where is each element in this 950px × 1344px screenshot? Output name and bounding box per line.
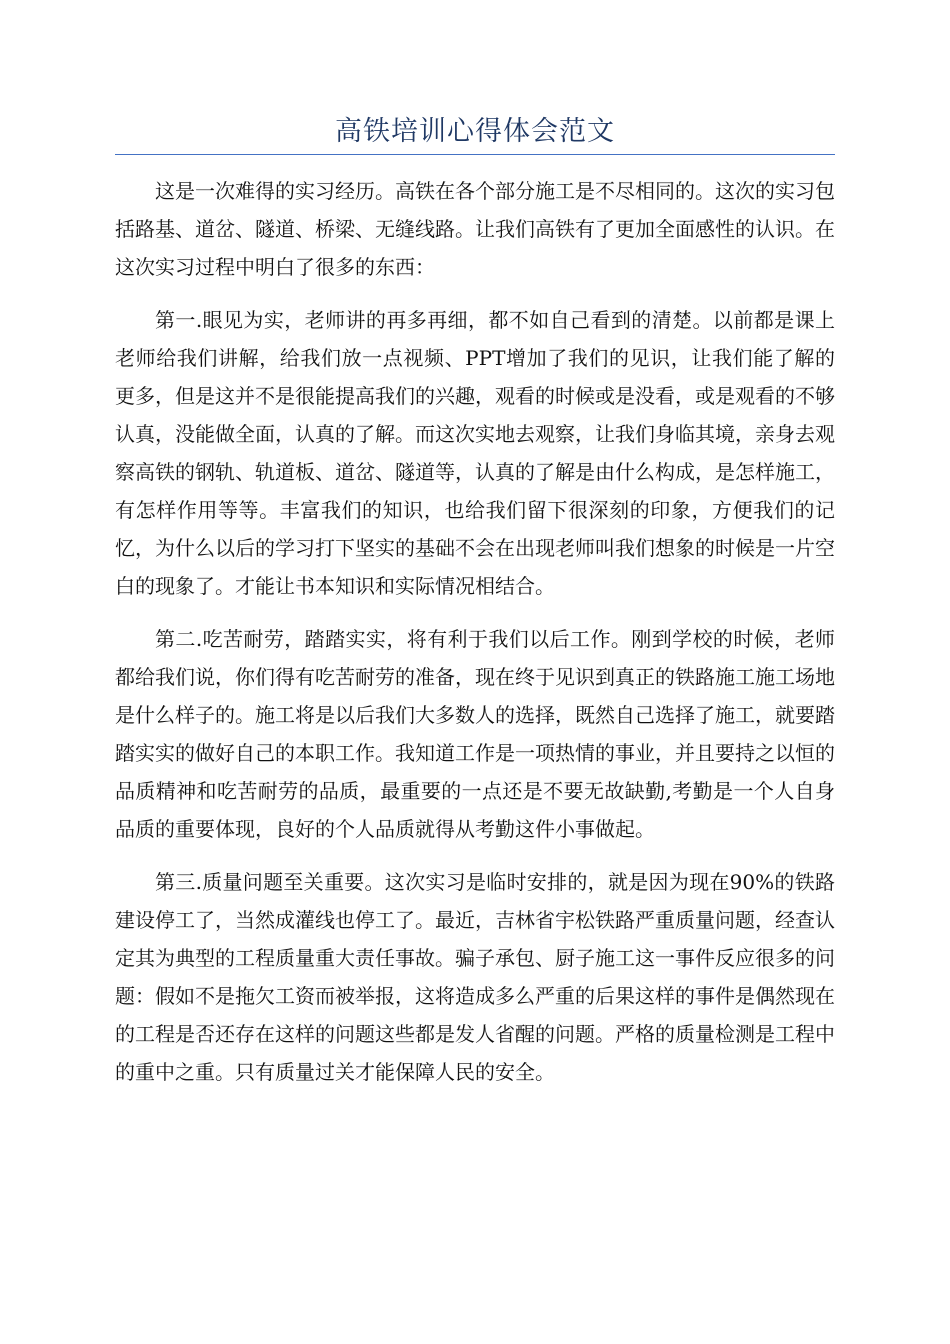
paragraph-second-point: 第二.吃苦耐劳，踏踏实实，将有利于我们以后工作。刚到学校的时候，老师都给我们说，你们得有吃苦耐劳的准备，现在终于见识到真正的铁路施工施工场地是什么样子的。施工将是以后我们大多数人的选择，既然自己选择了施工，就要踏踏实实的做好自己的本职工作。我知道工作是一项热情的事业，并且要持之以恒的品质精神和吃苦耐劳的品质，最重要的一点还是不要无故缺勤,考勤是一个人自身品质的重要体现，良好的个人品质就得从考勤这件小事做起。 <box>115 627 835 841</box>
paragraph-intro: 这是一次难得的实习经历。高铁在各个部分施工是不尽相同的。这次的实习包括路基、道岔、隧道、桥梁、无缝线路。让我们高铁有了更加全面感性的认识。在这次实习过程中明白了很多的东西： <box>115 179 835 279</box>
paragraph-third-point: 第三.质量问题至关重要。这次实习是临时安排的，就是因为现在90%的铁路建设停工了，当然成灌线也停工了。最近，吉林省宇松铁路严重质量问题，经查认定其为典型的工程质量重大责任事故。骗子承包、厨子施工这一事件反应很多的问题：假如不是拖欠工资而被举报，这将造成多么严重的后果这样的事件是偶然现在的工程是否还存在这样的问题这些都是发人省醒的问题。严格的质量检测是工程中的重中之重。只有质量过关才能保障人民的安全。 <box>115 870 835 1084</box>
document-body <box>115 172 835 1106</box>
title-underline <box>115 154 835 155</box>
paragraph-first-point: 第一.眼见为实，老师讲的再多再细，都不如自己看到的清楚。以前都是课上老师给我们讲解，给我们放一点视频、PPT增加了我们的见识，让我们能了解的更多，但是这并不是很能提高我们的兴趣，观看的时候或是没看，或是观看的不够认真，没能做全面，认真的了解。而这次实地去观察，让我们身临其境，亲身去观察高铁的钢轨、轨道板、道岔、隧道等，认真的了解是由什么构成，是怎样施工，有怎样作用等等。丰富我们的知识，也给我们留下很深刻的印象，方便我们的记忆，为什么以后的学习打下坚实的基础不会在出现老师叫我们想象的时候是一片空白的现象了。才能让书本知识和实际情况相结合。 <box>115 308 835 598</box>
document-title: 高铁培训心得体会范文 <box>335 116 615 147</box>
